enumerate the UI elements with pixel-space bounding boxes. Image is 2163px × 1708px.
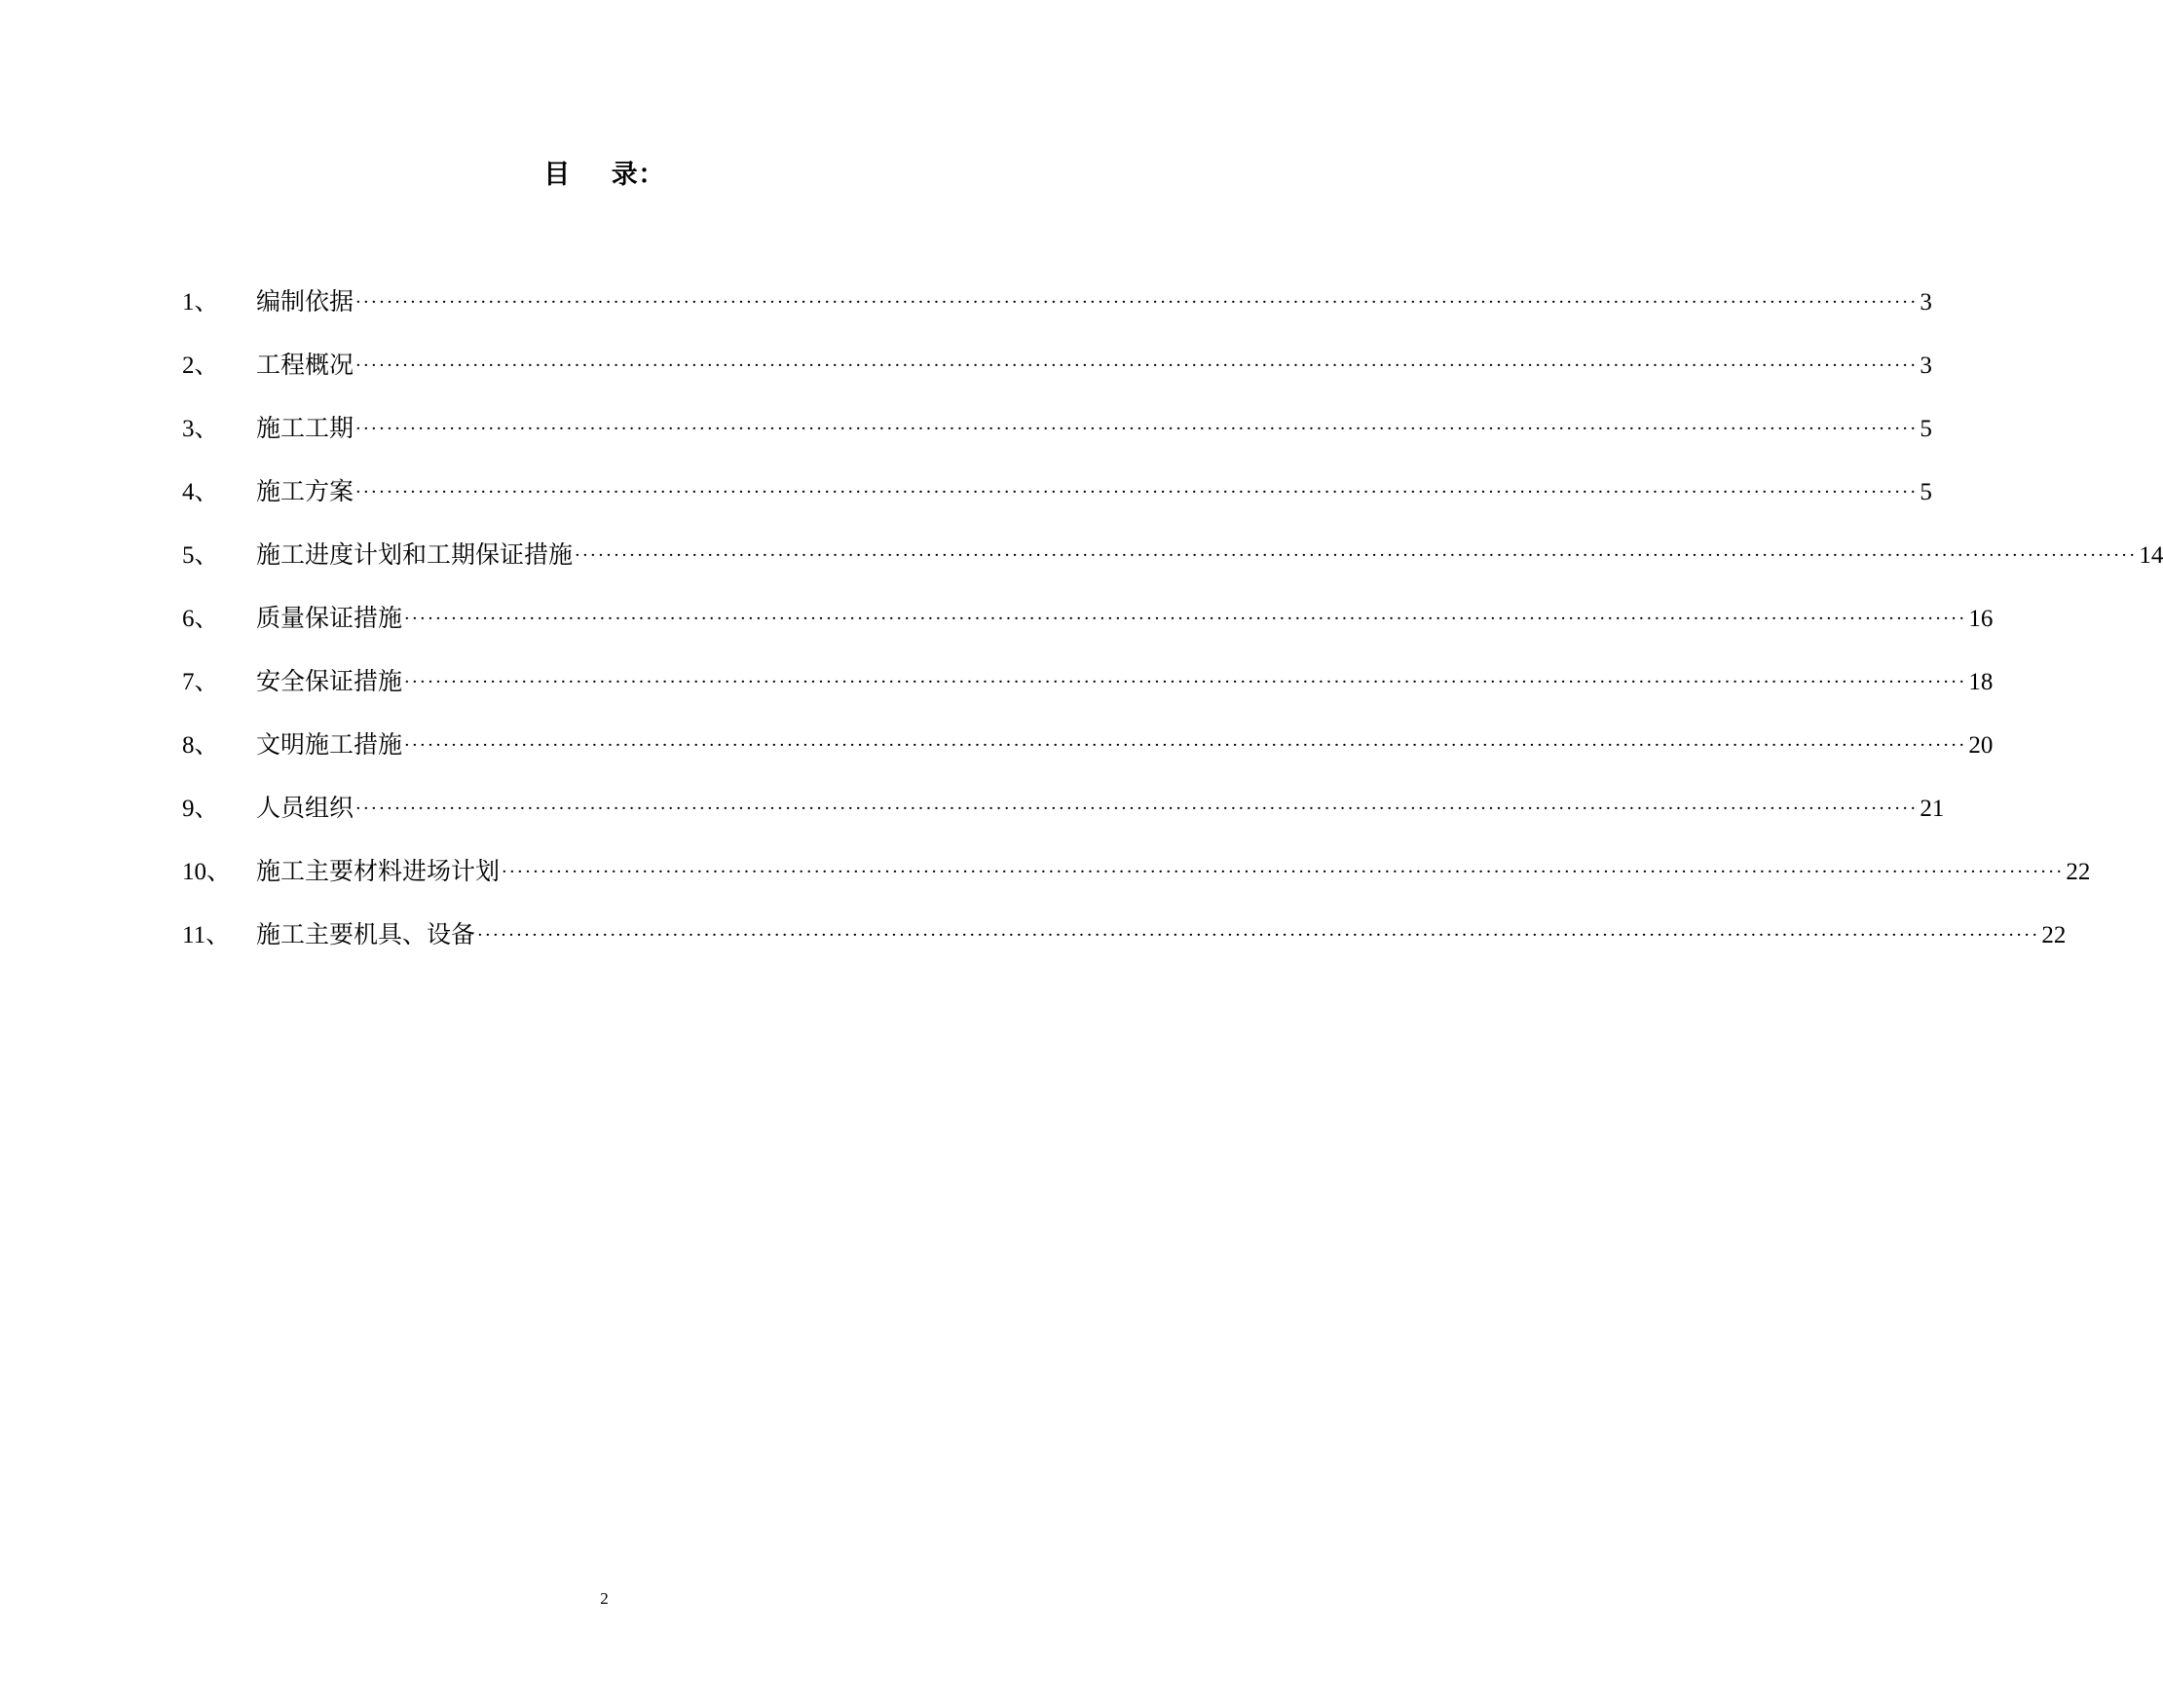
toc-dot-leader: ········································································································································································································ [404,609,1967,629]
title-part-1: 目 [543,160,571,190]
toc-dot-leader: ········································································································································································································ [355,482,1919,502]
toc-entry-number: 11、 [182,922,231,948]
toc-entry-title: 施工主要机具、设备 [256,920,476,948]
toc-entry[interactable] [182,725,1994,789]
toc-entry-page: 3 [1920,289,1932,316]
page-title [0,156,1209,195]
toc-entry-number: 7、 [182,669,219,695]
toc-entry[interactable] [182,409,1932,472]
toc-entry-page: 22 [2041,922,2067,948]
toc-entry-page: 21 [1920,796,1945,822]
toc-entry-page: 5 [1920,479,1932,505]
toc-entry-number: 1、 [182,289,219,316]
toc-entry[interactable] [182,536,2163,599]
toc-entry-number: 5、 [182,542,219,569]
toc-dot-leader: ········································································································································································································ [404,672,1967,692]
toc-entry-number: 2、 [182,353,219,379]
toc-entry-title: 人员组织 [256,794,354,822]
toc-entry-number: 6、 [182,606,219,632]
toc-entry[interactable] [182,599,1994,662]
toc-entry-page: 20 [1968,732,1994,759]
toc-entry-title: 文明施工措施 [256,730,403,759]
toc-entry-title: 施工工期 [256,414,354,442]
toc-dot-leader: ········································································································································································································ [355,419,1919,439]
table-of-contents [182,282,2163,979]
toc-entry-page: 14 [2139,542,2163,569]
toc-entry-title: 施工主要材料进场计划 [256,857,501,885]
toc-entry-title: 工程概况 [256,351,354,379]
toc-entry[interactable] [182,852,2091,915]
toc-dot-leader: ········································································································································································································ [355,355,1919,376]
toc-entry[interactable] [182,789,1945,852]
toc-entry-page: 5 [1920,416,1932,442]
toc-dot-leader: ········································································································································································································ [355,798,1919,819]
toc-entry-title: 施工进度计划和工期保证措施 [256,540,574,569]
toc-entry-number: 8、 [182,732,219,759]
toc-dot-leader: ········································································································································································································ [404,735,1967,756]
title-part-2: 录： [611,160,665,190]
toc-entry[interactable] [182,915,2067,979]
toc-entry-title: 安全保证措施 [256,667,403,695]
toc-entry-number: 10、 [182,859,232,885]
toc-entry-number: 3、 [182,416,219,442]
toc-dot-leader: ········································································································································································································ [575,545,2138,566]
toc-dot-leader: ········································································································································································································ [477,925,2040,946]
toc-entry-title: 质量保证措施 [256,604,403,632]
toc-entry-number: 9、 [182,796,219,822]
toc-entry-page: 16 [1968,606,1994,632]
page-number: 2 [600,1589,609,1608]
toc-entry[interactable] [182,662,1994,725]
toc-dot-leader: ········································································································································································································ [502,862,2065,882]
toc-entry[interactable] [182,282,1932,346]
toc-entry-title: 编制依据 [256,287,354,316]
toc-entry-page: 18 [1968,669,1994,695]
toc-entry[interactable] [182,472,1932,536]
toc-entry-title: 施工方案 [256,477,354,505]
toc-dot-leader: ········································································································································································································ [355,292,1919,313]
toc-entry-page: 3 [1920,353,1932,379]
toc-entry[interactable] [182,346,1932,409]
toc-entry-number: 4、 [182,479,219,505]
toc-entry-page: 22 [2066,859,2091,885]
